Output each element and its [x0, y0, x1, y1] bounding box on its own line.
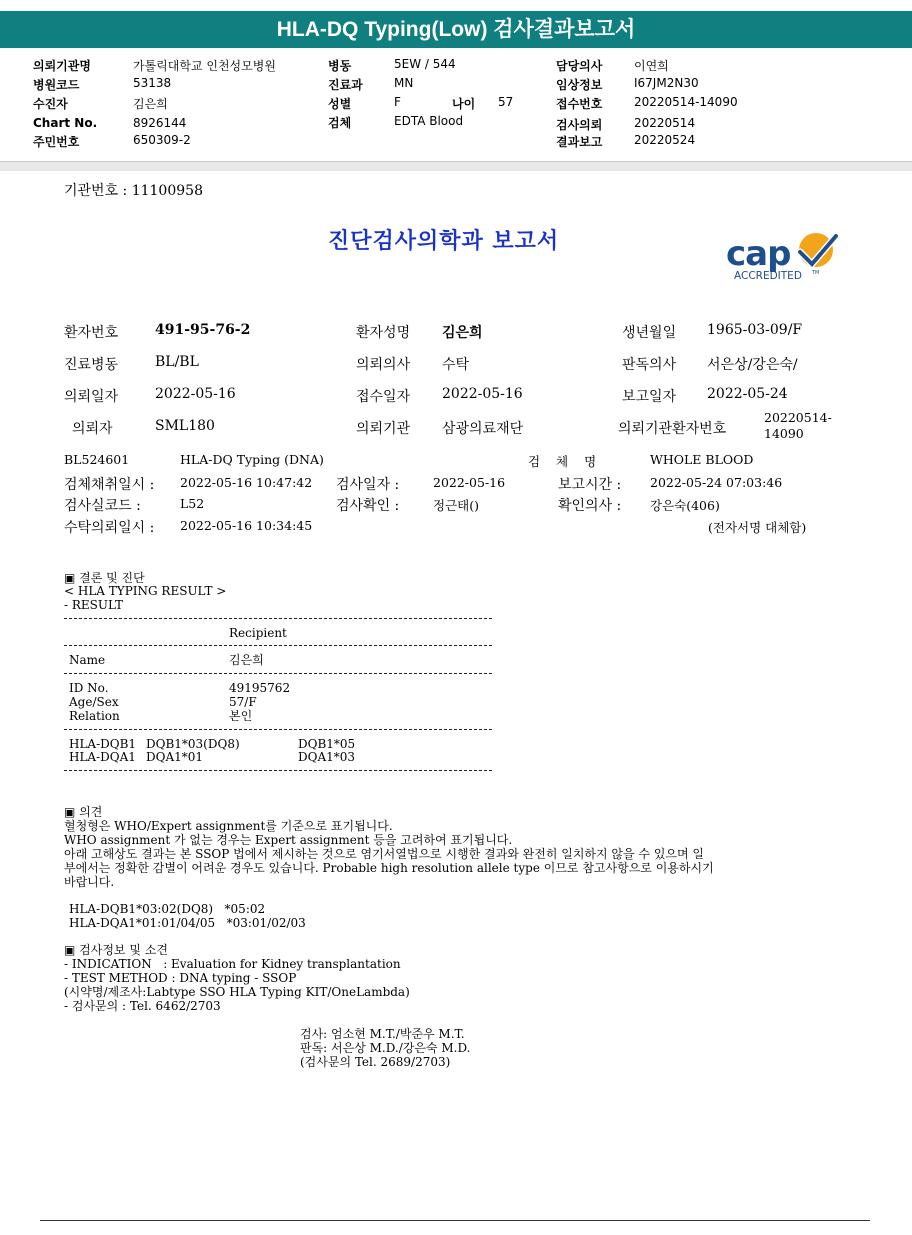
- value-physician: 이연희: [634, 59, 669, 73]
- value-department: MN: [394, 76, 414, 90]
- label-sex: 성별: [328, 97, 352, 111]
- result-id-value: 49195762: [229, 681, 291, 695]
- value-test-confirm: 정근태(): [433, 498, 479, 513]
- report-header-title: HLA-DQ Typing(Low) 검사결과보고서: [0, 11, 912, 48]
- cap-logo-text: cap: [726, 234, 791, 274]
- allele-line: HLA-DQB1*03:02(DQ8) *05:02: [69, 902, 266, 916]
- allele-line: HLA-DQA1*01:01/04/05 *03:01/02/03: [69, 916, 306, 930]
- value-receipt-no: 20220514-14090: [634, 95, 738, 109]
- value-report-time: 2022-05-24 07:03:46: [650, 475, 783, 490]
- label-specimen: 검체: [328, 116, 352, 130]
- dashed-rule: [64, 729, 492, 730]
- value-requesting-institution: 삼광의료재단: [442, 421, 524, 437]
- label-specimen-name: 검 체 명: [528, 454, 603, 469]
- result-relation-value: 본인: [229, 709, 253, 723]
- opinion-line: 바랍니다.: [64, 875, 115, 889]
- label-requester: 의뢰자: [72, 421, 113, 437]
- value-birthdate: 1965-03-09/F: [707, 322, 803, 338]
- info-line: - TEST METHOD : DNA typing - SSOP: [64, 971, 297, 985]
- result-name-label: Name: [69, 653, 106, 667]
- label-physician: 담당의사: [556, 59, 603, 73]
- typing-allele-2: DQA1*03: [298, 750, 356, 764]
- label-receipt-date: 접수일자: [356, 389, 411, 405]
- footer-rule: [40, 1220, 870, 1221]
- report-title: 진단검사의학과 보고서: [328, 228, 560, 254]
- value-hospital-code: 53138: [133, 76, 172, 90]
- value-receipt-date: 2022-05-16: [442, 386, 523, 402]
- label-age: 나이: [452, 97, 476, 111]
- signature-line: 판독: 서은상 M.D./강은숙 M.D.: [300, 1041, 471, 1055]
- value-result-date: 20220524: [634, 133, 696, 147]
- value-ward: BL/BL: [155, 354, 199, 370]
- label-requesting-doctor: 의뢰의사: [356, 357, 411, 373]
- e-signature-note: (전자서명 대체함): [708, 520, 807, 535]
- opinion-line: 아래 고해상도 결과는 본 SSOP 법에서 제시하는 것으로 염기서열법으로 시행한 결과와 완전히 일치하지 않을 수 있으며 일: [64, 847, 705, 861]
- label-requesting-institution: 의뢰기관: [356, 421, 411, 437]
- label-lab-code: 검사실코드 :: [64, 498, 141, 514]
- value-institution: 가톨릭대학교 인천성모병원: [133, 59, 276, 73]
- section-divider: [0, 161, 912, 171]
- value-patient: 김은희: [133, 97, 168, 111]
- label-birthdate: 생년월일: [622, 325, 677, 341]
- value-ward: 5EW / 544: [394, 57, 456, 71]
- test-code: BL524601: [64, 452, 130, 467]
- value-lab-code: L52: [180, 496, 205, 511]
- value-request-date: 2022-05-16: [155, 386, 236, 402]
- label-department: 진료과: [328, 78, 363, 92]
- label-test-date: 검사일자 :: [336, 477, 400, 493]
- typing-allele-2: DQB1*05: [298, 737, 356, 751]
- opinion-line: WHO assignment 가 없는 경우는 Expert assignment 등을 고려하여 표기됩니다.: [64, 833, 513, 847]
- value-institution-patient-no: 20220514- 14090: [764, 410, 832, 441]
- dashed-rule: [64, 645, 492, 646]
- value-specimen-name: WHOLE BLOOD: [650, 452, 754, 467]
- institution-number: 기관번호 : 11100958: [64, 183, 203, 199]
- signature-line: 검사: 엄소현 M.T./박준우 M.T.: [300, 1027, 465, 1041]
- label-hospital-code: 병원코드: [33, 78, 80, 92]
- cap-logo-subtext: ACCREDITED: [734, 270, 802, 282]
- label-patient-name: 환자성명: [356, 325, 411, 341]
- value-test-date: 2022-05-16: [433, 475, 506, 490]
- label-clinical-info: 임상정보: [556, 78, 603, 92]
- label-institution-patient-no: 의뢰기관환자번호: [618, 421, 727, 437]
- result-heading: ▣ 결론 및 진단: [64, 571, 145, 585]
- test-name: HLA-DQ Typing (DNA): [180, 452, 324, 467]
- label-patient-no: 환자번호: [64, 325, 119, 341]
- value-requester: SML180: [155, 418, 215, 434]
- label-report-time: 보고시간 :: [558, 477, 622, 493]
- opinion-line: 부에서는 정확한 감별이 어려운 경우도 있습니다. Probable high resolution allele type 이므로 참고사항으로 이용하시기: [64, 861, 714, 875]
- info-line: (시약명/제조사:Labtype SSO HLA Typing KIT/OneLambda): [64, 985, 410, 999]
- value-resident-no: 650309-2: [133, 133, 191, 147]
- label-result-date: 결과보고: [556, 135, 603, 149]
- signature-line: (검사문의 Tel. 2689/2703): [300, 1055, 451, 1069]
- label-confirm-doctor: 확인의사 :: [558, 498, 622, 514]
- result-id-label: ID No.: [69, 681, 109, 695]
- typing-locus: HLA-DQA1: [69, 750, 136, 764]
- label-institution: 의뢰기관명: [33, 59, 91, 73]
- result-name-value: 김은희: [229, 653, 264, 667]
- value-patient-name: 김은희: [442, 325, 483, 341]
- value-specimen: EDTA Blood: [394, 114, 464, 128]
- dashed-rule: [64, 618, 492, 619]
- label-ward: 진료병동: [64, 357, 119, 373]
- value-patient-no: 491-95-76-2: [155, 322, 251, 338]
- label-ward: 병동: [328, 59, 352, 73]
- label-report-date: 보고일자: [622, 389, 677, 405]
- result-sub-typing: < HLA TYPING RESULT >: [64, 584, 227, 598]
- info-line: - INDICATION : Evaluation for Kidney transplantation: [64, 957, 401, 971]
- value-confirm-doctor: 강은숙(406): [650, 498, 720, 513]
- cap-logo-tm: TM: [812, 270, 820, 276]
- opinion-heading: ▣ 의견: [64, 805, 103, 819]
- value-sex: F: [394, 95, 401, 109]
- value-receipt-request-time: 2022-05-16 10:34:45: [180, 518, 313, 533]
- info-heading: ▣ 검사정보 및 소견: [64, 943, 168, 957]
- result-sub-result: - RESULT: [64, 598, 123, 612]
- info-line: - 검사문의 : Tel. 6462/2703: [64, 999, 221, 1013]
- value-report-date: 2022-05-24: [707, 386, 788, 402]
- value-request-date: 20220514: [634, 116, 696, 130]
- opinion-line: 혈청형은 WHO/Expert assignment를 기준으로 표기됩니다.: [64, 819, 393, 833]
- label-request-date: 검사의뢰: [556, 118, 603, 132]
- typing-allele-1: DQA1*01: [146, 750, 204, 764]
- value-chart-no: 8926144: [133, 116, 187, 130]
- cap-accredited-logo: [724, 228, 846, 286]
- label-chart-no: Chart No.: [33, 116, 98, 130]
- label-collection-time: 검체채취일시 :: [64, 477, 155, 493]
- label-patient: 수진자: [33, 97, 68, 111]
- label-receipt-no: 접수번호: [556, 97, 603, 111]
- result-relation-label: Relation: [69, 709, 120, 723]
- label-reading-doctor: 판독의사: [622, 357, 677, 373]
- value-clinical-info: I67JM2N30: [634, 76, 699, 90]
- typing-locus: HLA-DQB1: [69, 737, 137, 751]
- value-age: 57: [498, 95, 514, 109]
- result-agesex-label: Age/Sex: [69, 695, 119, 709]
- label-request-date: 의뢰일자: [64, 389, 119, 405]
- typing-allele-1: DQB1*03(DQ8): [146, 737, 240, 751]
- result-agesex-value: 57/F: [229, 695, 257, 709]
- value-requesting-doctor: 수탁: [442, 357, 470, 373]
- label-receipt-request-time: 수탁의뢰일시 :: [64, 520, 155, 536]
- value-collection-time: 2022-05-16 10:47:42: [180, 475, 313, 490]
- label-resident-no: 주민번호: [33, 135, 80, 149]
- value-reading-doctor: 서은상/강은숙/: [707, 357, 798, 373]
- result-col-recipient: Recipient: [229, 626, 287, 640]
- dashed-rule: [64, 673, 492, 674]
- label-test-confirm: 검사확인 :: [336, 498, 400, 514]
- dashed-rule: [64, 770, 492, 771]
